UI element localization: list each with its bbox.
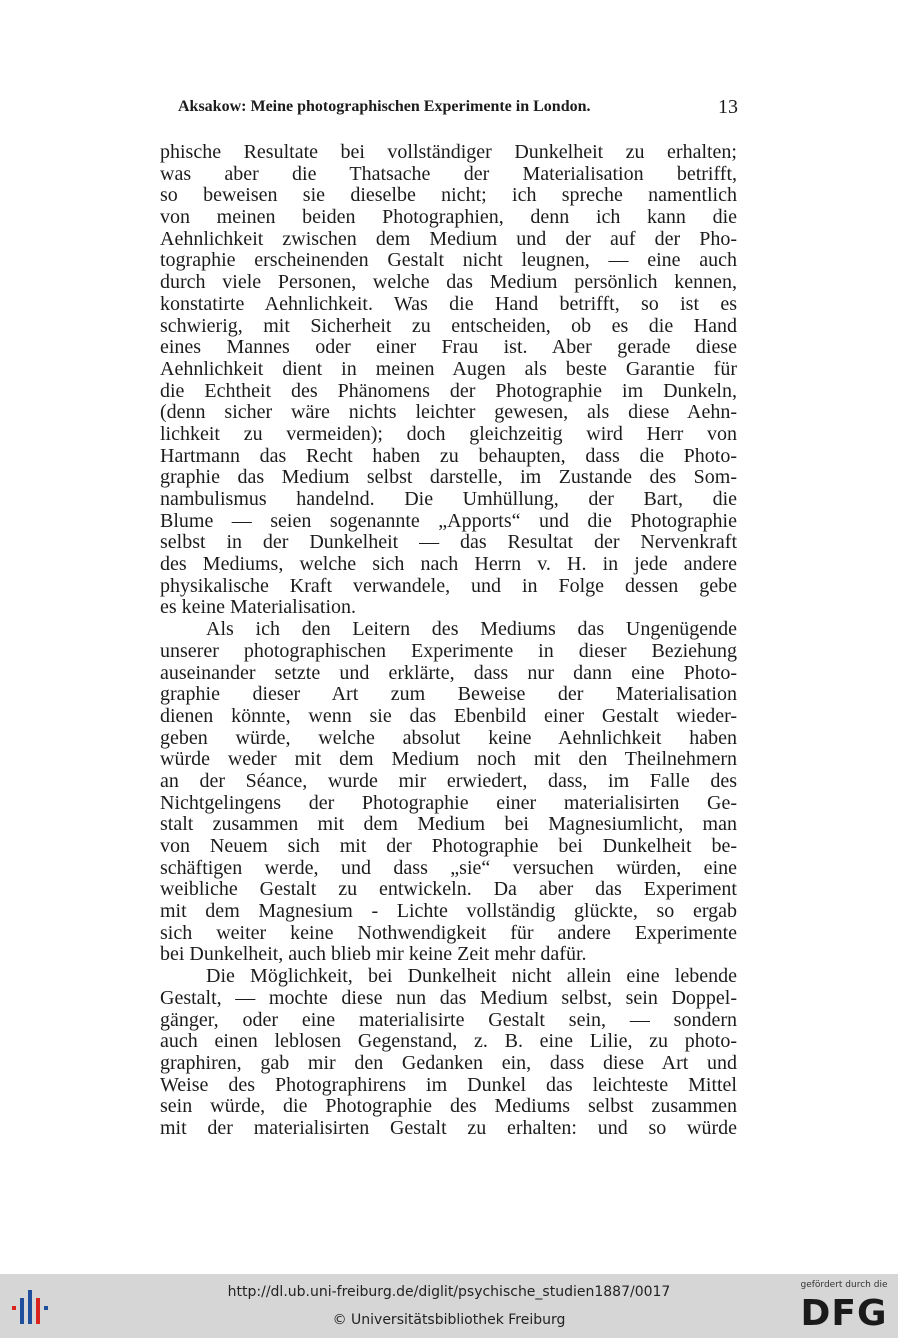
text-line: gänger, oder eine materialisirte Gestalt sein, — sondern — [160, 1008, 737, 1031]
text-line: phische Resultate bei vollständiger Dunkelheit zu erhalten; — [160, 141, 737, 163]
text-line: was aber die Thatsache der Materialisation betrifft, — [160, 162, 737, 185]
text-line: nambulismus handelnd. Die Umhüllung, der Bart, die — [160, 488, 737, 510]
text-line: würde weder mit dem Medium noch mit den Theilnehmern — [160, 748, 737, 771]
footer-bar — [0, 1274, 898, 1338]
text-line: dienen könnte, wenn sie das Ebenbild einer Gestalt wieder- — [160, 704, 737, 727]
text-line: eines Mannes oder einer Frau ist. Aber gerade diese — [160, 336, 737, 359]
text-line: weibliche Gestalt zu entwickeln. Da aber das Experiment — [160, 878, 737, 901]
page-header — [160, 96, 740, 120]
text-line: Weise des Photographirens im Dunkel das leichteste Mittel — [160, 1073, 737, 1096]
text-line: konstatirte Aehnlichkeit. Was die Hand betrifft, so ist es — [160, 292, 737, 315]
text-line: schwierig, mit Sicherheit zu entscheiden, ob es die Hand — [160, 314, 737, 337]
page-number: 13 — [718, 96, 738, 118]
text-line: physikalische Kraft verwandele, und in Folge dessen gebe — [160, 574, 737, 597]
text-line: sein würde, die Photographie des Mediums selbst zusammen — [160, 1095, 737, 1118]
text-line: stalt zusammen mit dem Medium bei Magnesiumlicht, man — [160, 813, 737, 836]
text-line: geben würde, welche absolut keine Aehnlichkeit haben — [160, 726, 737, 749]
permalink-url[interactable]: http://dl.ub.uni-freiburg.de/diglit/psychische_studien1887/0017 — [227, 1284, 671, 1300]
body-text — [160, 142, 737, 1140]
text-line: auseinander setzte und erklärte, dass nur dann eine Photo- — [160, 661, 737, 684]
text-line: tographie erscheinenden Gestalt nicht leugnen, — eine auch — [160, 249, 737, 272]
text-line: mit dem Magnesium - Lichte vollständig glückte, so ergab — [160, 900, 737, 923]
text-line: durch viele Personen, welche das Medium persönlich kennen, — [160, 271, 737, 294]
text-line: Blume — seien sogenannte „Apports“ und die Photographie — [160, 509, 737, 532]
paragraph-start: Die Möglichkeit, bei Dunkelheit nicht allein eine lebende — [206, 965, 737, 988]
text-line: Hartmann das Recht haben zu behaupten, dass die Photo- — [160, 444, 737, 467]
text-line: des Mediums, welche sich nach Herrn v. H. in jede andere — [160, 553, 737, 576]
copyright-notice: © Universitätsbibliothek Freiburg — [332, 1312, 566, 1328]
text-line: bei Dunkelheit, auch blieb mir keine Zeit mehr dafür. — [160, 943, 587, 966]
text-line: unserer photographischen Experimente in dieser Beziehung — [160, 639, 737, 662]
text-line: auch einen leblosen Gegenstand, z. B. eine Lilie, zu photo- — [160, 1030, 737, 1053]
text-line: Nichtgelingens der Photographie einer materialisirten Ge- — [160, 791, 737, 814]
text-line: so beweisen sie dieselbe nicht; ich spreche namentlich — [160, 184, 737, 207]
text-line: von meinen beiden Photographien, denn ich kann die — [160, 206, 737, 229]
text-line: schäftigen werde, und dass „sie“ versuchen würden, eine — [160, 856, 737, 879]
sponsor-tagline: gefördert durch die — [800, 1280, 888, 1290]
text-line: sich weiter keine Nothwendigkeit für andere Experimente — [160, 921, 737, 944]
text-line: graphie dieser Art zum Beweise der Materialisation — [160, 683, 737, 706]
text-line: an der Séance, wurde mir erwiedert, dass, im Falle des — [160, 769, 737, 792]
dfg-logo-text: DFG — [800, 1293, 888, 1334]
text-line: es keine Materialisation. — [160, 596, 357, 619]
text-line: mit der materialisirten Gestalt zu erhalten: und so würde — [160, 1116, 737, 1139]
text-line: graphie das Medium selbst darstelle, im Zustande des Som- — [160, 466, 737, 489]
text-line: die Echtheit des Phänomens der Photographie im Dunkeln, — [160, 379, 737, 402]
dfg-logo — [796, 1278, 892, 1336]
paragraph-start: Als ich den Leitern des Mediums das Ungenügende — [206, 618, 737, 641]
text-line: Gestalt, — mochte diese nun das Medium selbst, sein Doppel- — [160, 986, 737, 1009]
text-line: graphiren, gab mir den Gedanken ein, dass diese Art und — [160, 1051, 737, 1074]
running-title: Aksakow: Meine photographischen Experimente in London. — [178, 98, 591, 115]
text-line: Aehnlichkeit zwischen dem Medium und der auf der Pho- — [160, 227, 737, 250]
text-line: (denn sicher wäre nichts leichter gewesen, als diese Aehn- — [160, 401, 737, 424]
text-line: lichkeit zu vermeiden); doch gleichzeitig wird Herr von — [160, 422, 737, 445]
text-line: von Neuem sich mit der Photographie bei Dunkelheit be- — [160, 835, 737, 857]
text-line: selbst in der Dunkelheit — das Resultat der Nervenkraft — [160, 531, 737, 554]
text-line: Aehnlichkeit dient in meinen Augen als beste Garantie für — [160, 357, 737, 380]
